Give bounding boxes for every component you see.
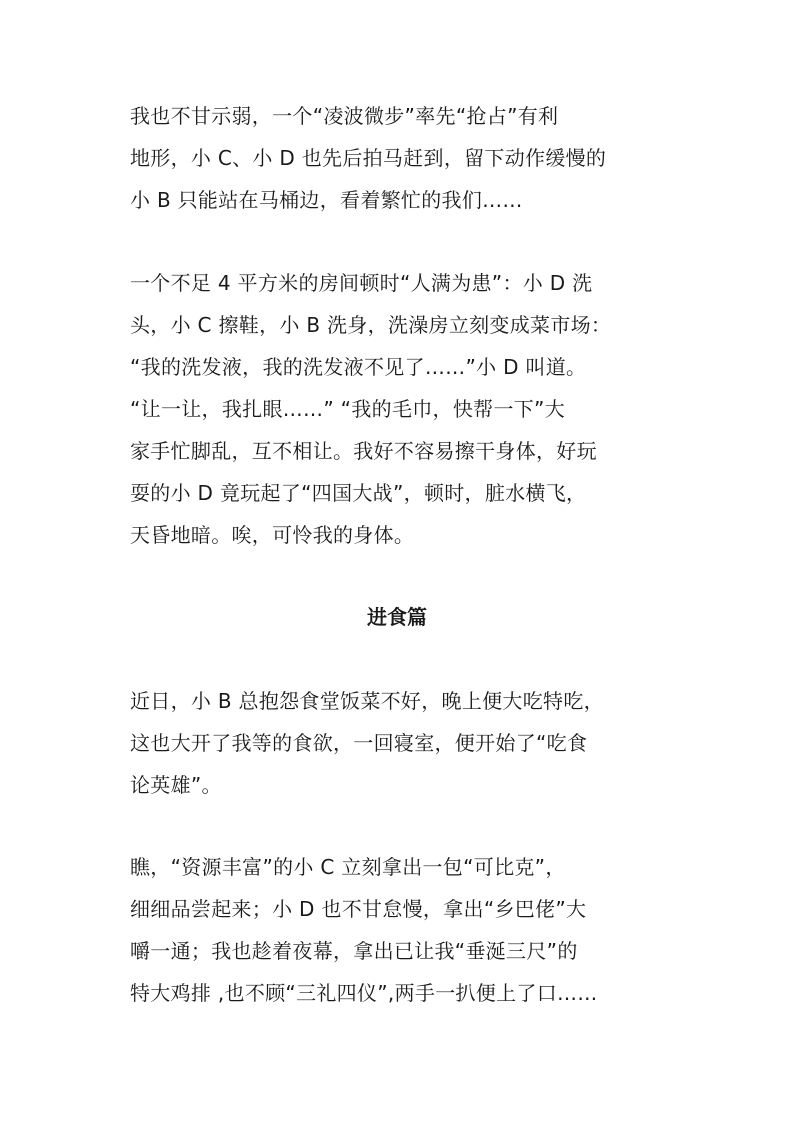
text-line: 瞧，“资源丰富”的小 C 立刻拿出一包“可比克”， (130, 855, 566, 879)
text-line: 地形，小 C、小 D 也先后拍马赶到，留下动作缓慢的 (130, 146, 607, 170)
text-line: 天昏地暗。唉，可怜我的身体。 (130, 523, 415, 547)
text-line: 近日，小 B 总抱怨食堂饭菜不好，晚上便大吃特吃， (130, 689, 604, 713)
text-line: 细细品尝起来；小 D 也不甘怠慢，拿出“乡巴佬”大 (130, 897, 587, 921)
text-line: “我的洗发液，我的洗发液不见了……”小 D 叫道。 (130, 355, 587, 379)
text-line: 特大鸡排 ,也不顾“三礼四仪”,两手一扒便上了口…… (130, 981, 598, 1005)
text-line: 耍的小 D 竟玩起了“四国大战”，顿时，脏水横飞， (130, 481, 587, 505)
section-heading: 进食篇 (367, 605, 427, 629)
text-line: 嚼一通；我也趁着夜幕，拿出已让我“垂涎三尺”的 (130, 939, 578, 963)
text-line: 小 B 只能站在马桶边，看着繁忙的我们…… (130, 188, 523, 212)
text-line: 我也不甘示弱，一个“凌波微步”率先“抢占”有利 (130, 104, 559, 128)
text-line: 论英雄”。 (130, 773, 222, 797)
text-line: “让一让，我扎眼……” “我的毛巾，快帮一下”大 (130, 397, 566, 421)
text-line: 家手忙脚乱，互不相让。我好不容易擦干身体，好玩 (130, 439, 597, 463)
text-line: 头，小 C 擦鞋，小 B 洗身，洗澡房立刻变成菜市场： (130, 313, 612, 337)
text-line: 一个不足 4 平方米的房间顿时“人满为患”：小 D 洗 (130, 271, 593, 295)
text-line: 这也大开了我等的食欲，一回寝室，便开始了“吃食 (130, 731, 588, 755)
